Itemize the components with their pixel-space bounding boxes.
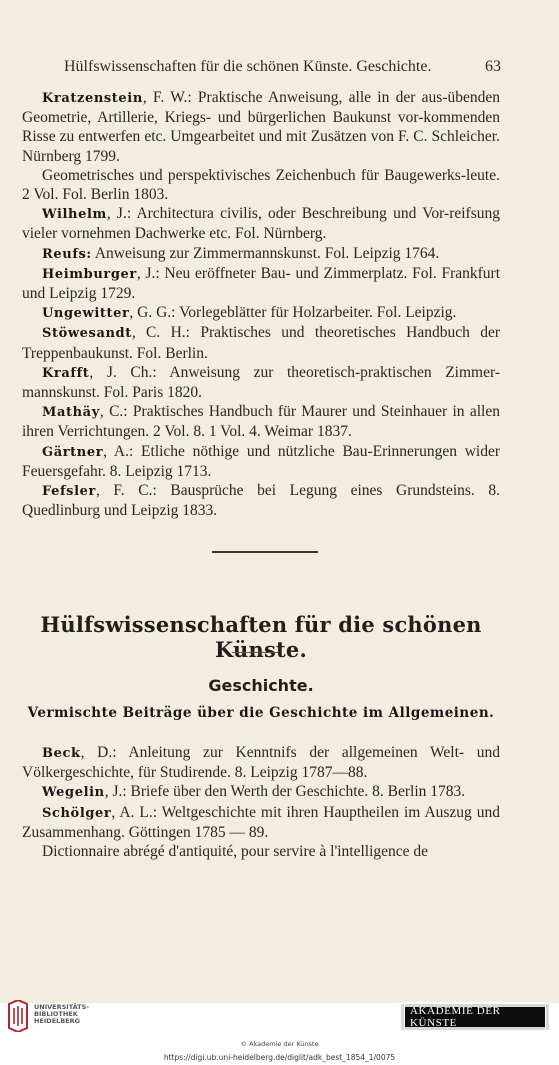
entry-text: , J.: Neu eröffneter Bau- und Zimmerplatz. Fol. Frankfurt und Leipzig 1729. (22, 264, 500, 303)
entry-author: Gärtner (42, 444, 104, 460)
library-name-text: UNIVERSITÄTS- BIBLIOTHEK HEIDELBERG (34, 1003, 89, 1025)
entry-text: , F. C.: Bausprüche bei Legung eines Grundsteins. 8. Quedlinburg und Leipzig 1833. (22, 482, 500, 520)
bibliography-entry (22, 303, 500, 323)
bibliography-list-1 (22, 88, 500, 520)
entry-author: Wegelin (42, 785, 105, 801)
entry-text: , J.: Briefe über den Werth der Geschichte. 8. Berlin 1783. (104, 783, 466, 801)
title-underline (232, 652, 278, 653)
bibliography-entry (22, 842, 500, 861)
bibliography-entry (22, 803, 500, 842)
bibliography-entry (22, 782, 500, 802)
source-url[interactable]: https://digi.ub.uni-heidelberg.de/diglit/adk_best_1854_1/0075 (163, 1053, 396, 1062)
entry-text: , A. L.: Weltgeschichte mit ihren Hauptheilen im Auszug und Zusammenhang. Göttingen 1785 — 89. (22, 803, 500, 841)
academy-badge-label: AKADEMIE DER KÜNSTE (404, 1002, 546, 1032)
bibliography-entry (22, 244, 500, 264)
entry-text: , D.: Anleitung zur Kenntnifs der allgemeinen Welt- und Völkergeschichte, für Studirende. 8. Leipzig 1787—88. (22, 744, 500, 782)
bibliography-entry (22, 264, 500, 303)
bibliography-entry (22, 204, 500, 243)
entry-text: Dictionnaire abrégé d'antiquité, pour servire à l'intelligence de (42, 843, 429, 861)
entry-author: Heimburger (42, 266, 137, 282)
section-divider (212, 551, 318, 553)
copyright: © Akademie der Künste (240, 1040, 319, 1048)
entry-text: Anweisung zur Zimmermannskunst. Fol. Leipzig 1764. (91, 244, 440, 262)
bibliography-entry (22, 402, 500, 441)
entry-text: , F. W.: Praktische Anweisung, alle in der aus-übenden Geometrie, Artillerie, Kriegs- und bürgerlichen Baukunst vor-kommenden Risse zu entwerfen etc. Umgearbeitet und mit Zusätzen von F. C. Schleicher. Nürnberg 1799. (22, 89, 500, 165)
entry-author: Beck (42, 746, 81, 761)
entry-text: , G. G.: Vorlegeblätter für Holzarbeiter. Fol. Leipzig. (129, 304, 457, 322)
bibliography-entry (22, 323, 500, 362)
entry-author: Reufs: (42, 246, 92, 262)
entry-author: Mathäy (42, 405, 100, 421)
bibliography-entry (22, 743, 500, 782)
entry-text: Geometrisches und perspektivisches Zeichenbuch für Baugewerks-leute. 2 Vol. Fol. Berlin 1803. (22, 166, 500, 204)
subheading: Vermischte Beiträge über die Geschichte im Allgemeinen. (27, 705, 495, 721)
running-head-title: Hülfswissenschaften für die schönen Künste. Geschichte. (64, 58, 432, 75)
subsection-title: Geschichte. (208, 676, 314, 695)
entry-author: Krafft (42, 365, 90, 381)
entry-author: Wilhelm (42, 207, 107, 223)
library-name (34, 1004, 89, 1025)
bibliography-entry (22, 442, 500, 481)
bibliography-entry (22, 166, 500, 204)
entry-author: Fefsler (42, 484, 96, 500)
library-logo-icon (6, 1000, 32, 1032)
section-title: Hülfswissenschaften für die schönen Künste. (40, 612, 482, 662)
entry-author: Stöwesandt (42, 326, 132, 342)
entry-text: , J.: Architectura civilis, oder Beschreibung und Vor-reifsung vieler vornehmen Dachwerke etc. Fol. Nürnberg. (22, 205, 500, 243)
running-head (64, 58, 501, 76)
entry-author: Ungewitter (42, 306, 130, 322)
entry-text: , J. Ch.: Anweisung zur theoretisch-praktischen Zimmer-mannskunst. Fol. Paris 1820. (22, 363, 500, 402)
bibliography-entry (22, 88, 500, 166)
entry-author: Schölger (42, 805, 112, 821)
entry-text: , C. H.: Praktisches und theoretisches Handbuch der Treppenbaukunst. Fol. Berlin. (22, 324, 500, 362)
entry-author: Kratzenstein (42, 91, 143, 106)
bibliography-list-2 (22, 743, 500, 861)
bibliography-entry (22, 363, 500, 402)
entry-text: , C.: Praktisches Handbuch für Maurer und Steinhauer in allen ihren Verrichtungen. 2 Vol. 8. 1 Vol. 4. Weimar 1837. (22, 403, 500, 441)
entry-text: , A.: Etliche nöthige und nützliche Bau-Erinnerungen wider Feuersgefahr. 8. Leipzig 1713. (22, 442, 500, 480)
academy-badge[interactable] (401, 1004, 549, 1030)
page-number: 63 (485, 58, 501, 75)
bibliography-entry (22, 481, 500, 520)
